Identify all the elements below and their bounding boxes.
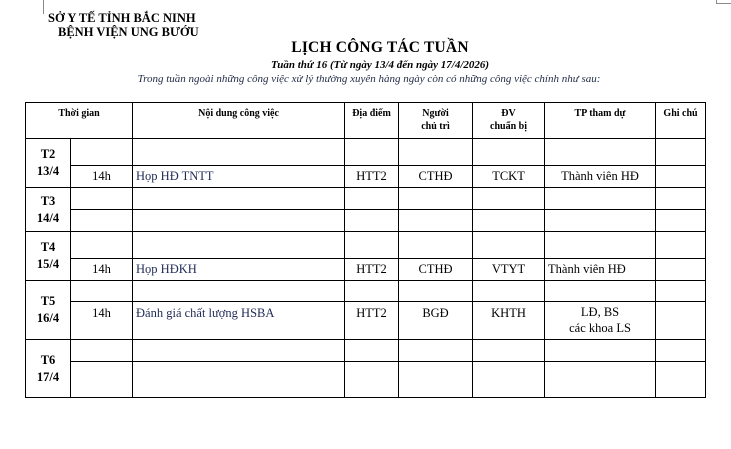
col-header-content: Nội dung công việc xyxy=(133,103,345,139)
col-header-chair-l1: Người xyxy=(422,108,449,119)
intro-text: Trong tuần ngoài những công việc xử lý thường xuyên hàng ngày còn có những công việc chính như sau: xyxy=(137,73,601,85)
organization-header xyxy=(48,11,199,39)
note-cell xyxy=(656,302,706,340)
table-row xyxy=(26,281,706,302)
table-row xyxy=(26,166,706,188)
table-row xyxy=(26,188,706,210)
margin-mark-top-right xyxy=(716,3,731,4)
day-date: 14/4 xyxy=(36,210,60,225)
participants-cell: Thành viên HĐ xyxy=(545,259,656,281)
participants-cell: Thành viên HĐ xyxy=(545,166,656,188)
table-row xyxy=(26,139,706,166)
time-cell: 14h xyxy=(71,259,133,281)
day-date: 13/4 xyxy=(36,164,60,178)
col-header-time: Thời gian xyxy=(26,103,133,139)
time-cell: 14h xyxy=(71,166,133,188)
day-label: T5 xyxy=(40,294,56,308)
col-header-prep-l2: chuẩn bị xyxy=(490,121,527,132)
day-label: T6 xyxy=(40,352,56,367)
day-cell-t2 xyxy=(26,139,71,188)
col-header-location: Địa điểm xyxy=(345,103,399,139)
day-date: 15/4 xyxy=(36,257,60,271)
col-header-chair-l2: chủ trì xyxy=(421,121,450,132)
page-title: LỊCH CÔNG TÁC TUẦN xyxy=(291,39,469,56)
col-header-participants: TP tham dự xyxy=(545,103,656,139)
note-cell xyxy=(656,166,706,188)
time-cell: 14h xyxy=(71,302,133,340)
chair-cell: CTHĐ xyxy=(399,166,473,188)
day-cell-t5 xyxy=(26,281,71,340)
table-header-row xyxy=(26,103,706,139)
prep-cell: KHTH xyxy=(473,302,545,340)
day-cell-t6 xyxy=(26,340,71,398)
day-label: T4 xyxy=(40,240,56,254)
col-header-prep-l1: ĐV xyxy=(501,108,516,119)
day-label: T2 xyxy=(40,147,56,161)
col-header-chair xyxy=(399,103,473,139)
margin-mark-top-right-vertical xyxy=(716,0,717,4)
col-header-note: Ghi chú xyxy=(656,103,706,139)
org-line-2: BỆNH VIỆN UNG BƯỚU xyxy=(58,25,199,39)
week-subtitle: Tuần thứ 16 (Từ ngày 13/4 đến ngày 17/4/2026) xyxy=(270,59,490,71)
margin-mark-top-left xyxy=(43,0,44,14)
table-row xyxy=(26,232,706,259)
table-row xyxy=(26,302,706,340)
day-cell-t4 xyxy=(26,232,71,281)
note-cell xyxy=(656,259,706,281)
table-row xyxy=(26,259,706,281)
prep-cell: TCKT xyxy=(473,166,545,188)
day-cell-t3 xyxy=(26,188,71,232)
prep-cell: VTYT xyxy=(473,259,545,281)
table-row xyxy=(26,210,706,232)
col-header-prep xyxy=(473,103,545,139)
content-cell: Họp HĐ TNTT xyxy=(133,166,345,188)
schedule-table xyxy=(25,102,706,398)
table-row xyxy=(26,362,706,398)
table-row xyxy=(26,340,706,362)
content-cell: Đánh giá chất lượng HSBA xyxy=(133,302,345,340)
day-date: 17/4 xyxy=(36,369,60,384)
org-line-1: SỞ Y TẾ TỈNH BẮC NINH xyxy=(48,11,196,25)
day-label: T3 xyxy=(40,193,56,208)
content-cell: Họp HĐKH xyxy=(133,259,345,281)
participants-cell xyxy=(545,302,656,340)
location-cell: HTT2 xyxy=(345,259,399,281)
location-cell: HTT2 xyxy=(345,302,399,340)
day-date: 16/4 xyxy=(36,311,60,325)
location-cell: HTT2 xyxy=(345,166,399,188)
participants-line-1: LĐ, BS xyxy=(580,305,620,319)
chair-cell: BGĐ xyxy=(399,302,473,340)
chair-cell: CTHĐ xyxy=(399,259,473,281)
participants-line-2: các khoa LS xyxy=(569,321,631,335)
